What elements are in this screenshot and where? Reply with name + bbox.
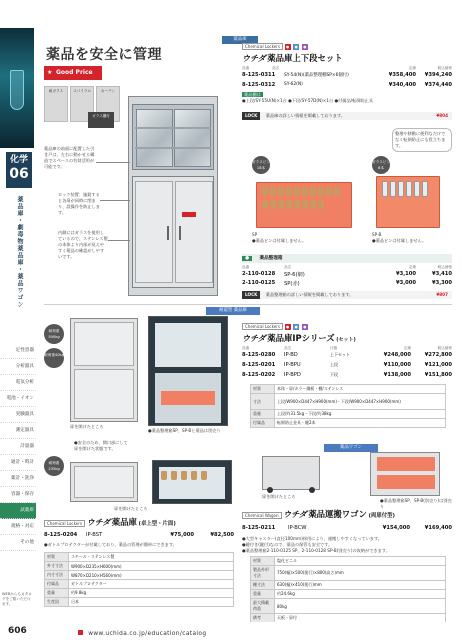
- spec-row: 材質 本体・扉/カラー鋼板・棚/ステンレス: [251, 385, 446, 394]
- catalog-url[interactable]: [78, 630, 206, 637]
- spec-row: 付属品 ガトルプロテクター: [45, 580, 234, 589]
- speech-bubble: 整理や移動に便利なだけでなく転倒防止にも役立ちます。: [392, 128, 452, 152]
- bottle-icon: [422, 181, 428, 197]
- table-row: 2-110-0128 SP-6(網) ¥3,100 ¥3,410: [242, 271, 452, 278]
- brand-logo: ウチダ: [86, 518, 111, 527]
- capacity-badge: ガラスビン18本: [252, 156, 270, 174]
- feature-icon: ●: [286, 45, 290, 49]
- product-suffix: (卓上型・片面): [138, 521, 176, 527]
- bottle-icon: [326, 187, 332, 196]
- lock-text: 薬品庫の詳しい情報を掲載しております。: [265, 113, 345, 118]
- sidebar-tag[interactable]: 通計・時計: [0, 455, 36, 471]
- callout-text: 薬品庫の前面に配置した引き戸は、左右に動かせる構造でスペースの有効活用が可能です。: [44, 146, 95, 169]
- cabinet-interior: [155, 323, 221, 367]
- image-note: ●薬品整理箱SP、SP-B(別売り)は別売り: [380, 498, 452, 509]
- tray-icon: [377, 475, 435, 489]
- spec-row: 重量 上段/約31.5kg・下段/約38kg: [251, 410, 446, 419]
- sidebar-tag[interactable]: 容器・保存: [0, 487, 36, 503]
- bottle-icon: [398, 181, 404, 197]
- product4-title-row: [242, 508, 452, 520]
- tray-table-title: 薬品整理箱: [259, 256, 283, 261]
- shelf: [135, 147, 211, 149]
- tray-note: ●薬品ビンは付属しません。: [252, 238, 307, 243]
- bottle-icon: [286, 200, 292, 209]
- tray-label: SP: [252, 232, 258, 237]
- spec-table: [250, 384, 446, 428]
- sidebar-tags: [0, 343, 36, 551]
- bottle-icon: [310, 200, 316, 209]
- product-suffix: (両扉付型): [368, 513, 396, 519]
- bottle-icon: [270, 200, 276, 209]
- bottle-icon: [318, 187, 324, 196]
- product-title: 薬品運搬ワゴン: [308, 509, 367, 519]
- lower-door: [74, 369, 134, 419]
- product-bullet: ●ガトルプロテクターが付属しており、薬品の管理が簡単にできます。: [44, 542, 177, 547]
- sidebar-tag[interactable]: 電池・イオン: [0, 391, 36, 407]
- desktop-cabinet-open: [152, 460, 232, 504]
- bottle-icon: [286, 187, 292, 196]
- brand-logo: ウチダ: [283, 510, 307, 519]
- bottle-icon: [262, 187, 268, 196]
- lock-row[interactable]: [242, 112, 452, 120]
- spec-row: 最大積載荷重 80kg: [251, 599, 446, 614]
- tray-sp: [256, 182, 352, 228]
- bottle-icon: [414, 181, 420, 197]
- bottle-icon: [181, 471, 187, 480]
- bottle-icon: [294, 200, 300, 209]
- tray-label: SP-B: [372, 232, 382, 237]
- tray-icon: [377, 457, 435, 471]
- product-logo: Chemical Lockers: [242, 43, 283, 50]
- cabinet-interior: [159, 467, 225, 499]
- table-header: 品番 品名 定価 税込価格: [242, 265, 452, 269]
- chapter-label: 化学: [9, 155, 28, 165]
- product-logo: Chemical Lockers: [44, 520, 85, 527]
- lock-price: ¥807: [436, 292, 448, 297]
- footer: [0, 622, 462, 644]
- cabinet-upper: [132, 104, 214, 170]
- section-tab: 薬品ワゴン: [324, 444, 378, 452]
- spec-row: 材質 スチール・ステンレス製: [45, 553, 234, 562]
- bottle-icon: [318, 200, 324, 209]
- spec-row: 棚寸法 630(幅)×410(奥行)mm: [251, 581, 446, 590]
- spec-row: 重量 約9.8kg: [45, 589, 234, 598]
- upper-door: [74, 322, 134, 366]
- caster-icon: [309, 487, 315, 493]
- spec-row: 生産国 日本: [45, 598, 234, 607]
- bottle-icon: [406, 181, 412, 197]
- sidebar-tag[interactable]: 測定器具: [0, 423, 36, 439]
- tray-table-title-row: [242, 254, 452, 263]
- bottle-rack: [257, 183, 351, 215]
- product2-header: [242, 324, 452, 330]
- product1-header: [242, 44, 452, 50]
- note-label: 薬品棚は: [244, 92, 261, 97]
- page-title: 薬品を安全に管理: [46, 47, 162, 63]
- feature-icon: ●: [286, 325, 290, 329]
- sidebar-tag[interactable]: 規格・対応: [0, 519, 36, 535]
- bottle-icon: [161, 471, 167, 480]
- ip-cabinet-closed: [70, 318, 138, 422]
- table-row: 8-125-0204 IP-BST ¥75,000 ¥82,500: [44, 532, 234, 538]
- catalog-url-text[interactable]: www.uchida.co.jp/education/catalog: [88, 631, 207, 637]
- spec-row: 材質 塩化ビニル: [251, 557, 446, 566]
- warning-label: [182, 212, 196, 217]
- bottle-icon: [171, 471, 177, 480]
- product-bullet: ●大型キャスター(直径100mm)採用により、運搬しやすくなっています。: [242, 536, 382, 541]
- product-title: 薬品庫上下段セット: [267, 53, 343, 63]
- spec-row: 製品外形寸法 750(幅)×500(奥行)×800(高さ)mm: [251, 566, 446, 581]
- page-number: 606: [8, 626, 27, 636]
- sidebar-tag[interactable]: 電気分析: [0, 375, 36, 391]
- image-caption: 扉を開けたところ: [70, 424, 104, 429]
- thumbnail: スパイラル: [70, 86, 94, 122]
- feature-icon: ●: [294, 45, 298, 49]
- callout-text: ロック装置：施錠すると各扉が同時に閉まり、誤操作を防止します。: [58, 192, 100, 215]
- glass-door: [174, 109, 211, 167]
- sidebar-tag[interactable]: その他: [0, 535, 36, 551]
- product-note: [242, 92, 452, 104]
- brand-logo: ウチダ: [242, 54, 266, 63]
- door: [74, 466, 134, 498]
- table-row: 8-125-0211 IP-BCW ¥154,000 ¥169,400: [242, 525, 452, 531]
- glass-door: [136, 109, 173, 167]
- image-note: ●安全のため、開口部にして扉を開けた状態です。: [74, 440, 128, 451]
- section-divider: [44, 304, 452, 305]
- lock-tag: LOCK: [242, 291, 260, 299]
- image-caption: 扉を開けたところ: [114, 506, 148, 511]
- shelf-thumbnail: ガラス棚付: [88, 112, 114, 128]
- lock-price: ¥804: [436, 113, 448, 118]
- lock-text: 薬品整理箱の詳しい情報を掲載しております。: [265, 292, 354, 297]
- bottle-icon: [262, 200, 268, 209]
- steel-door: [175, 181, 213, 283]
- spec-row: 備考 天板・扉付: [251, 614, 446, 623]
- note-text: ●上段/SY-55U(N)×1台 ●下段/SY-57D(N)×1台 ●付属品/転倒防止具: [242, 98, 374, 103]
- sidebar-tag[interactable]: 薬計・洗浄: [0, 471, 36, 487]
- section-tab: 薬品庫: [222, 36, 258, 44]
- bottle-icon: [302, 200, 308, 209]
- image-caption: 扉を開けたところ: [262, 494, 296, 499]
- feature-icon: ●: [303, 45, 307, 49]
- product-suffix: (セット): [336, 337, 356, 343]
- caster-icon: [267, 487, 273, 493]
- table-row: 8-125-0201 IP-BPU 上段 ¥110,000 ¥121,000: [242, 362, 452, 368]
- spec-row: 寸法 上段/W900×D447×H900(mm)・下段/W900×D447×H900(mm): [251, 394, 446, 410]
- section-tab: 耐震型 薬品庫: [206, 307, 260, 315]
- sidebar-tag[interactable]: 実験器具: [0, 407, 36, 423]
- arrow-icon: [78, 630, 83, 635]
- bottle-icon: [270, 187, 276, 196]
- door-handle: [167, 226, 169, 240]
- sidebar-tag[interactable]: 定性容器: [0, 343, 36, 359]
- table-row: 8-125-0311 SY-54(N)(薬品整理棚SP×6個付) ¥358,400 ¥394,240: [242, 72, 452, 78]
- table-row: 8-125-0312 SY-62(N) ¥340,400 ¥374,440: [242, 82, 452, 88]
- image-note: ●薬品整理箱SP、SP-Bと薬品は別売り: [148, 428, 221, 433]
- table-row: 8-125-0202 IP-BPD 下段 ¥138,000 ¥151,800: [242, 372, 452, 378]
- bottle-icon: [201, 471, 207, 480]
- flask-icon: [10, 70, 24, 110]
- product-logo: Chemical Wagon: [242, 512, 282, 519]
- desktop-cabinet-closed: [70, 462, 138, 502]
- capacity-badge: 耐荷重500kg: [44, 324, 64, 344]
- chapter-vertical-title: 薬品庫・劇毒物薬品庫・薬品ワゴン: [16, 196, 23, 308]
- table-header: 品番 品名 仕様 定価 税込価格: [242, 346, 452, 350]
- product-bullets: [242, 536, 452, 554]
- bottle-icon: [191, 471, 197, 480]
- lock-row[interactable]: [242, 291, 452, 299]
- steel-door: [135, 181, 173, 283]
- bottle-icon: [390, 181, 396, 197]
- wagon-closed: [262, 456, 320, 490]
- feature-icon: ●: [303, 325, 307, 329]
- wagon-open: [370, 452, 440, 496]
- callout-text: 内側にはガラスを使用しているので、ステンレス製の本体より内部が見えやすく薬品の確認がしやすいです。: [58, 230, 108, 259]
- spec-row: 重量 約24.6kg: [251, 590, 446, 599]
- cabinet-lower: [132, 176, 214, 288]
- chapter-number: 06: [9, 166, 29, 182]
- bottle-icon: [278, 187, 284, 196]
- spec-row: 外寸寸法 W900×D235×H600(mm): [45, 562, 234, 571]
- table-header: 品番 品名 定価 税込価格: [242, 66, 452, 70]
- brand-logo: ウチダ: [242, 334, 266, 343]
- bottle-icon: [334, 187, 340, 196]
- spec-table: [250, 556, 446, 623]
- product-logo: Chemical Lockers: [242, 323, 283, 330]
- capacity-badge: 耐荷重235kg: [44, 456, 64, 476]
- bottle-icon: [294, 187, 300, 196]
- tray-note: ●薬品ビンは付属しません。: [372, 238, 427, 243]
- callout-line: [100, 200, 130, 201]
- sidebar-tag[interactable]: 分析器具: [0, 359, 36, 375]
- product-bullet: ●薬品整理箱2-110-0125 SP、2-110-0128 SP-B(別売り)の収納ができます。: [242, 548, 390, 553]
- thumbnail: カーテン: [96, 86, 120, 122]
- capacity-badge: ガラスビン6本: [372, 156, 390, 174]
- good-price-badge: ★ Good Price: [44, 66, 102, 80]
- feature-icon: ●: [294, 325, 298, 329]
- capacity-badge: 耐荷重40kg: [44, 348, 64, 368]
- cabinet-interior: [155, 373, 221, 423]
- bottle-icon: [278, 200, 284, 209]
- callout-line: [96, 162, 130, 163]
- bottle-icon: [382, 181, 388, 197]
- product3-title-row: [44, 516, 234, 528]
- spec-table: [44, 552, 234, 607]
- ip-cabinet-open: [148, 316, 228, 426]
- product1-title-row: [242, 52, 452, 64]
- spec-row: 内寸寸法 W870×D210×H560(mm): [45, 571, 234, 580]
- thumbnail: 耐ガラス: [44, 86, 68, 122]
- product-bullet: ●鍵付き(鍵付)なので、薬品の保管も安全です。: [242, 542, 333, 547]
- tray-sp-b: [376, 176, 440, 228]
- lock-tag: LOCK: [242, 112, 260, 120]
- shelf: [135, 127, 211, 129]
- product-title: 薬品庫: [111, 517, 137, 527]
- web-catalog-note: WEBからもカタログをご覧いただけます。: [2, 592, 32, 606]
- sidebar-tag[interactable]: 計量器: [0, 439, 36, 455]
- product-title: 薬品庫IPシリーズ: [267, 333, 335, 343]
- door-handle: [179, 226, 181, 240]
- tray-icon: [161, 391, 215, 405]
- sidebar-tag-active[interactable]: 試薬庫: [0, 503, 36, 519]
- product2-title-row: [242, 332, 452, 344]
- bottle-rack: [377, 177, 439, 203]
- chapter-badge: [6, 152, 32, 188]
- callout-line: [108, 240, 130, 241]
- table-row: 2-110-0125 SP(赤) ¥3,000 ¥3,300: [242, 280, 452, 287]
- bottle-icon: [302, 187, 308, 196]
- bottle-icon: [310, 187, 316, 196]
- table-row: 8-125-0280 IP-BD 上下セット ¥248,000 ¥272,800: [242, 352, 452, 358]
- spec-row: 付属品 転倒防止金具・鍵2本: [251, 419, 446, 428]
- category-tag: ●: [242, 256, 252, 261]
